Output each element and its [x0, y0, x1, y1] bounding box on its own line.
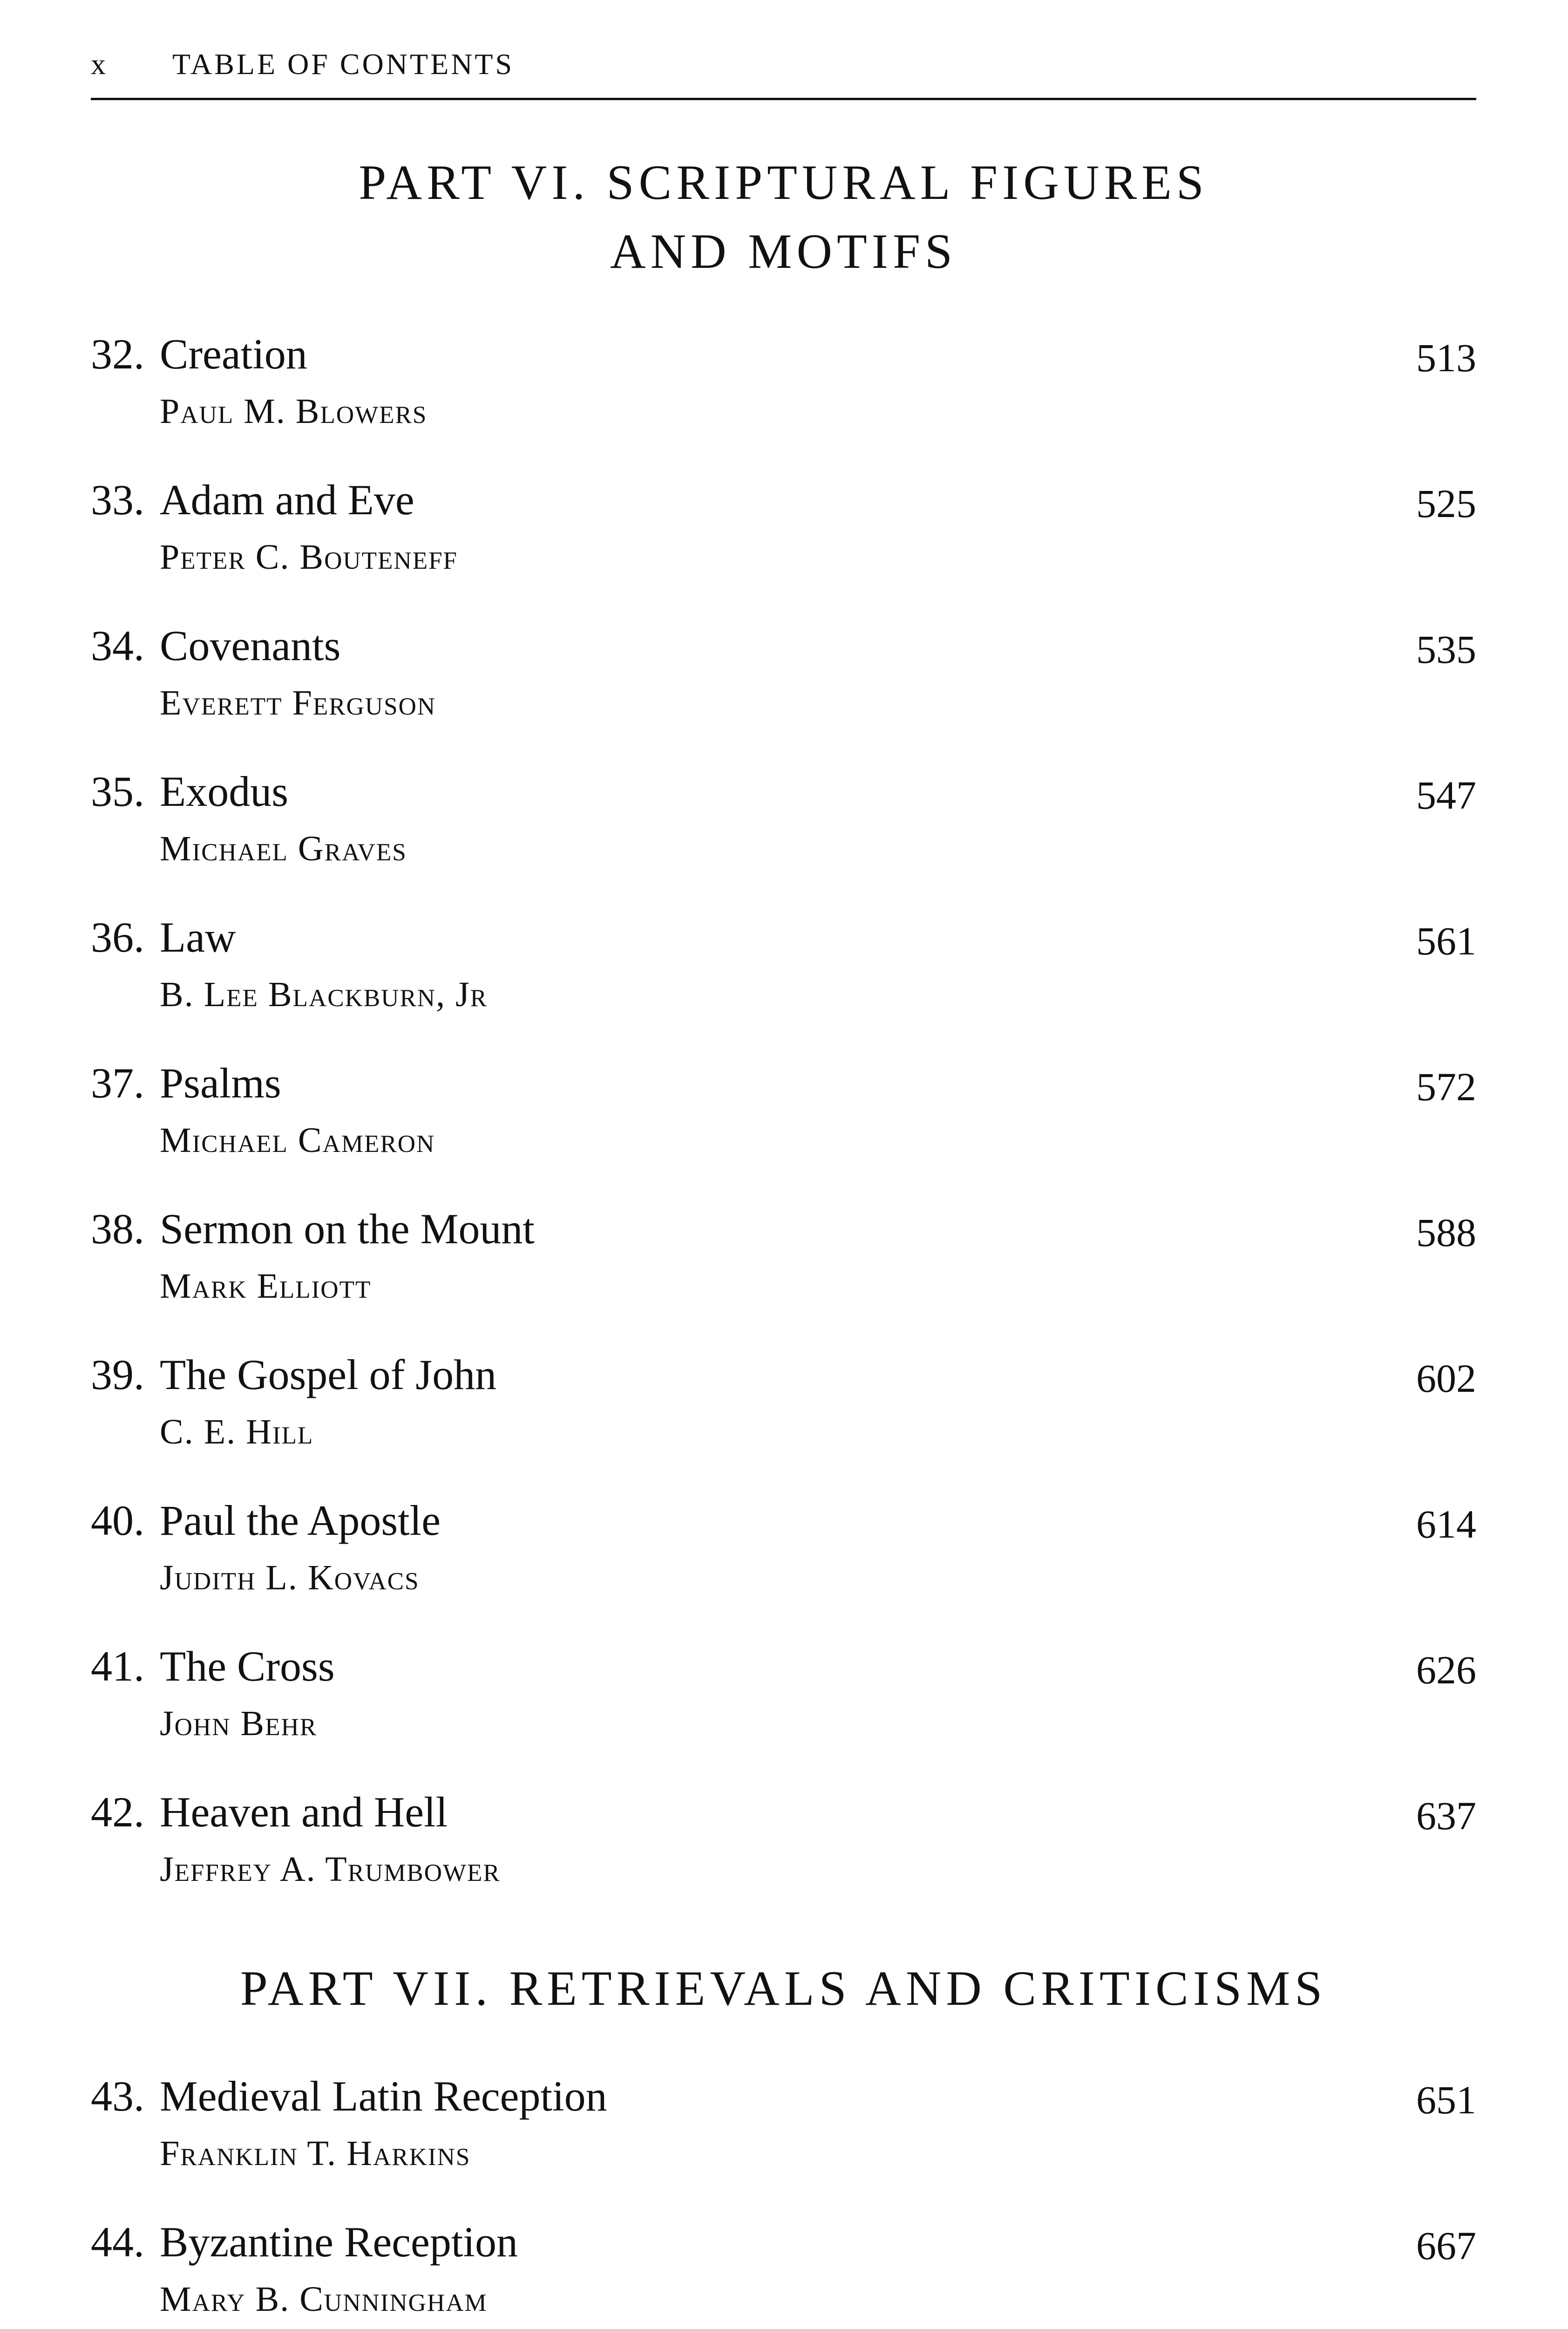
chapter-author: Everett Ferguson	[160, 683, 436, 722]
chapter-number: 41.	[91, 1642, 144, 1690]
chapter-number: 44.	[91, 2218, 144, 2266]
toc-entry[interactable]	[91, 912, 1476, 1033]
chapter-number: 39.	[91, 1351, 144, 1398]
chapter-title: Creation	[160, 330, 307, 378]
toc-entry[interactable]	[91, 1495, 1476, 1616]
toc-entry[interactable]	[91, 474, 1476, 595]
chapter-author: Paul M. Blowers	[160, 392, 428, 431]
page-number: 547	[1416, 773, 1476, 817]
page-number: 667	[1416, 2223, 1476, 2268]
chapter-number: 40.	[91, 1497, 144, 1544]
toc-entry[interactable]	[91, 620, 1476, 741]
part-heading: PART VI. SCRIPTURAL FIGURES	[359, 155, 1208, 210]
chapter-author: C. E. Hill	[160, 1412, 314, 1451]
header-rule	[91, 98, 1476, 100]
chapter-title: Sermon on the Mount	[160, 1205, 535, 1253]
page-folio: x	[91, 48, 108, 81]
page-number: 602	[1416, 1356, 1476, 1401]
chapter-author: Franklin T. Harkins	[160, 2134, 471, 2173]
chapter-title: Heaven and Hell	[160, 1788, 448, 1836]
running-head	[91, 46, 1476, 83]
toc-entry[interactable]	[91, 1641, 1476, 1762]
chapter-title: Exodus	[160, 768, 288, 815]
part-heading-continued: AND MOTIFS	[610, 224, 957, 279]
chapter-author: Mark Elliott	[160, 1267, 372, 1306]
chapter-title: Law	[160, 913, 236, 961]
chapter-author: Jeffrey A. Trumbower	[160, 1850, 501, 1889]
page-number: 572	[1416, 1064, 1476, 1109]
page-number: 651	[1416, 2077, 1476, 2122]
chapter-author: B. Lee Blackburn, Jr	[160, 975, 488, 1014]
page-number: 637	[1416, 1793, 1476, 1838]
chapter-number: 37.	[91, 1059, 144, 1107]
toc-entry[interactable]	[91, 766, 1476, 887]
toc-entry[interactable]	[91, 1203, 1476, 1324]
chapter-title: The Gospel of John	[160, 1351, 497, 1398]
page-number: 626	[1416, 1648, 1476, 1692]
chapter-author: Mary B. Cunningham	[160, 2280, 488, 2319]
chapter-number: 42.	[91, 1788, 144, 1836]
toc-entry[interactable]	[91, 328, 1476, 449]
chapter-author: Michael Cameron	[160, 1121, 435, 1160]
chapter-author: Judith L. Kovacs	[160, 1558, 420, 1597]
chapter-author: John Behr	[160, 1704, 318, 1743]
chapter-title: Byzantine Reception	[160, 2218, 518, 2266]
chapter-title: Medieval Latin Reception	[160, 2072, 607, 2120]
chapter-number: 34.	[91, 622, 144, 669]
chapter-author: Peter C. Bouteneff	[160, 538, 458, 577]
chapter-title: The Cross	[160, 1642, 335, 1690]
toc-entry[interactable]	[91, 1349, 1476, 1470]
page-number: 525	[1416, 481, 1476, 526]
chapter-number: 32.	[91, 330, 144, 378]
toc-entry[interactable]	[91, 1057, 1476, 1178]
chapter-title: Psalms	[160, 1059, 281, 1107]
chapter-number: 43.	[91, 2072, 144, 2120]
chapter-number: 33.	[91, 476, 144, 524]
page-number: 513	[1416, 335, 1476, 380]
toc-entry[interactable]	[91, 2070, 1476, 2192]
chapter-title: Paul the Apostle	[160, 1497, 441, 1544]
part-heading: PART VII. RETRIEVALS AND CRITICISMS	[240, 1961, 1327, 2016]
chapter-number: 36.	[91, 913, 144, 961]
running-head-title: TABLE OF CONTENTS	[172, 48, 515, 81]
page-number: 535	[1416, 627, 1476, 672]
chapter-number: 38.	[91, 1205, 144, 1253]
page-number: 561	[1416, 919, 1476, 963]
toc-entry[interactable]	[91, 1786, 1476, 1907]
chapter-title: Covenants	[160, 622, 341, 669]
toc-entry[interactable]	[91, 2216, 1476, 2329]
chapter-number: 35.	[91, 768, 144, 815]
chapter-title: Adam and Eve	[160, 476, 414, 524]
page-number: 588	[1416, 1210, 1476, 1255]
chapter-author: Michael Graves	[160, 829, 407, 868]
page-number: 614	[1416, 1502, 1476, 1546]
